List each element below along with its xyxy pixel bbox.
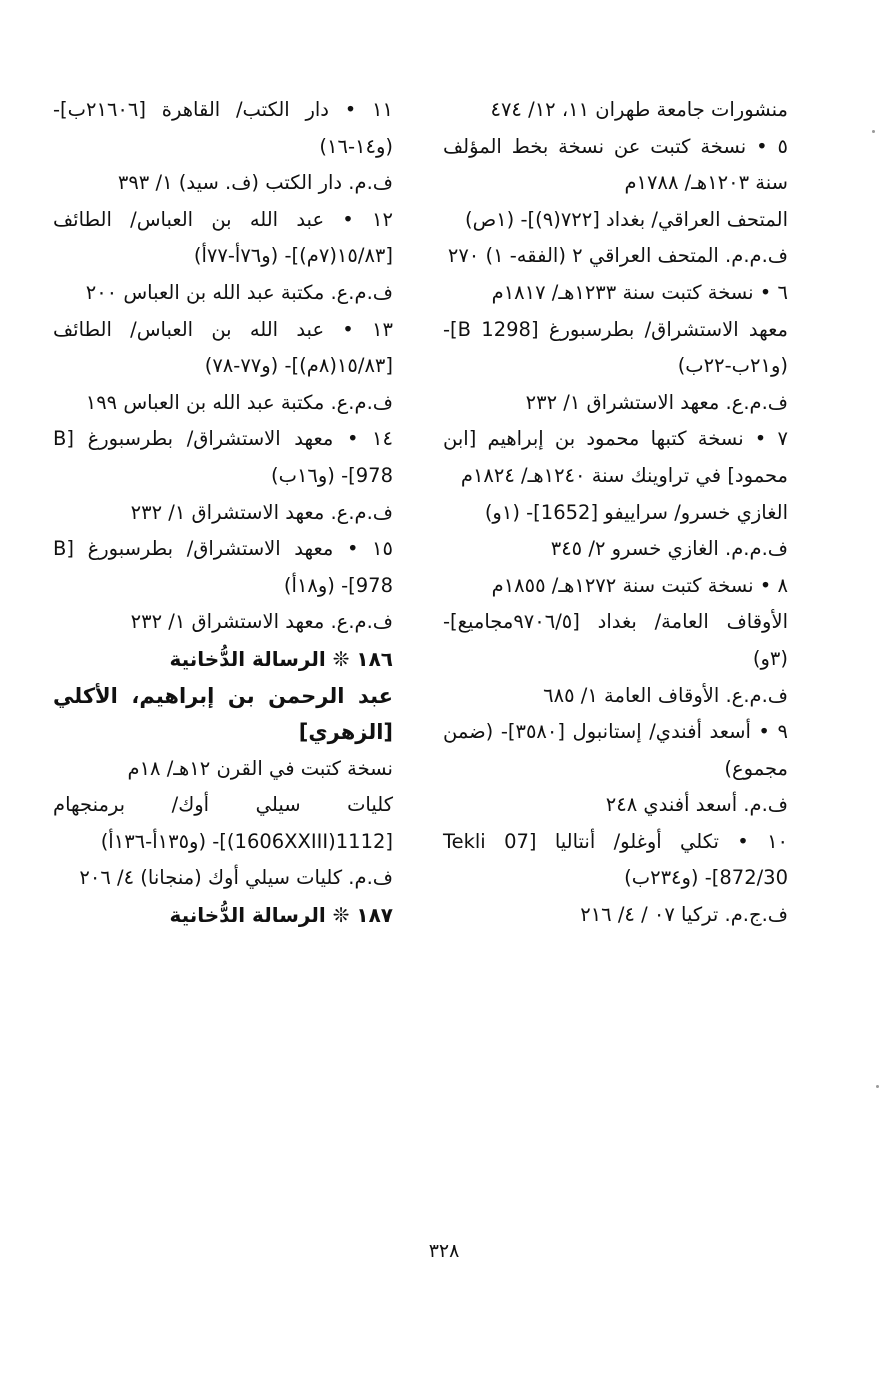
- list-item: كليات سيلي أوك/ برمنجهام [1112(1606XXIII)]- (و١٣٥أ-١٣٦أ): [53, 793, 393, 853]
- list-item: ف.م.ع. الأوقاف العامة ١/ ٦٨٥: [543, 683, 788, 707]
- section-heading: ١٨٧ ❊ الرسالة الدُّخانية: [169, 903, 393, 928]
- list-item: ف.م.م. الغازي خسرو ٢/ ٣٤٥: [550, 537, 788, 561]
- list-item: ١١ • دار الكتب/ القاهرة [٢١٦٠٦ب]- (و١٤-١٦): [53, 98, 393, 158]
- scan-speck: [872, 130, 875, 133]
- list-item: ف.م. أسعد أفندي ٢٤٨: [605, 793, 788, 817]
- list-item: ف.ج.م. تركيا ٠٧ / ٤/ ٢١٦: [580, 903, 788, 927]
- list-item: ف.م.ع. معهد الاستشراق ١/ ٢٣٢: [130, 610, 393, 634]
- list-item: ف.م. دار الكتب (ف. سيد) ١/ ٣٩٣: [117, 171, 393, 195]
- list-item: معهد الاستشراق/ بطرسبورغ [B 1298]- (و٢١ب-٢٢ب): [443, 317, 788, 378]
- left-column: [53, 92, 393, 934]
- list-item: منشورات جامعة طهران ١١، ١٢/ ٤٧٤: [490, 98, 788, 121]
- list-item: نسخة كتبت في القرن ١٢هـ/ ١٨م: [127, 756, 393, 780]
- list-item: ٨ • نسخة كتبت سنة ١٢٧٢هـ/ ١٨٥٥م: [491, 573, 788, 597]
- list-item: ١٢ • عبد الله بن العباس/ الطائف [١٥/٨٣(٧م)]- (و٧٦أ-٧٧أ): [53, 207, 393, 268]
- list-item: ٥ • نسخة كتبت عن نسخة بخط المؤلف سنة ١٢٠٣هـ/ ١٧٨٨م: [443, 134, 788, 195]
- list-item: ٧ • نسخة كتبها محمود بن إبراهيم [ابن محمود] في تراوينك سنة ١٢٤٠هـ/ ١٨٢٤م: [443, 427, 788, 487]
- list-item: ف.م.ع. مكتبة عبد الله بن العباس ١٩٩: [85, 390, 393, 414]
- page-number: ٣٢٨: [428, 1240, 460, 1262]
- list-item: ٩ • أسعد أفندي/ إستانبول [٣٥٨٠]- (ضمن مجموع): [443, 720, 788, 780]
- list-item: ١٤ • معهد الاستشراق/ بطرسبورغ [B 978]- (و١٦ب): [53, 427, 393, 487]
- section-heading: ١٨٦ ❊ الرسالة الدُّخانية: [169, 646, 393, 671]
- list-item: ١٥ • معهد الاستشراق/ بطرسبورغ [B 978]- (و١٨أ): [53, 537, 393, 597]
- list-item: ف.م. كليات سيلي أوك (منجانا) ٤/ ٢٠٦: [79, 866, 393, 890]
- list-item: الأوقاف العامة/ بغداد [٩٧٠٦/٥مجاميع]- (٣و): [443, 610, 788, 670]
- scan-speck: [876, 1085, 879, 1088]
- right-column: [443, 92, 788, 934]
- list-item: ١٠ • تكلي أوغلو/ أنتاليا [07 Tekli 872/30]- (و٢٣٤ب): [443, 829, 789, 890]
- list-item: ف.م.ع. معهد الاستشراق ١/ ٢٣٢: [130, 500, 393, 524]
- list-item: المتحف العراقي/ بغداد [٧٢٢(٩)]- (١ص): [464, 207, 788, 231]
- list-item: ٦ • نسخة كتبت سنة ١٢٣٣هـ/ ١٨١٧م: [491, 280, 788, 304]
- list-item: ١٣ • عبد الله بن العباس/ الطائف [١٥/٨٣(٨م)]- (و٧٧-٧٨): [53, 317, 393, 378]
- author-heading: عبد الرحمن بن إبراهيم، الأكلي [الزهري]: [53, 683, 393, 745]
- list-item: الغازي خسرو/ سراييفو [1652]- (١و): [484, 500, 788, 524]
- list-item: ف.م.ع. معهد الاستشراق ١/ ٢٣٢: [525, 390, 788, 414]
- list-item: ف.م.م. المتحف العراقي ٢ (الفقه- ١) ٢٧٠: [447, 244, 788, 268]
- list-item: ف.م.ع. مكتبة عبد الله بن العباس ٢٠٠: [85, 280, 393, 304]
